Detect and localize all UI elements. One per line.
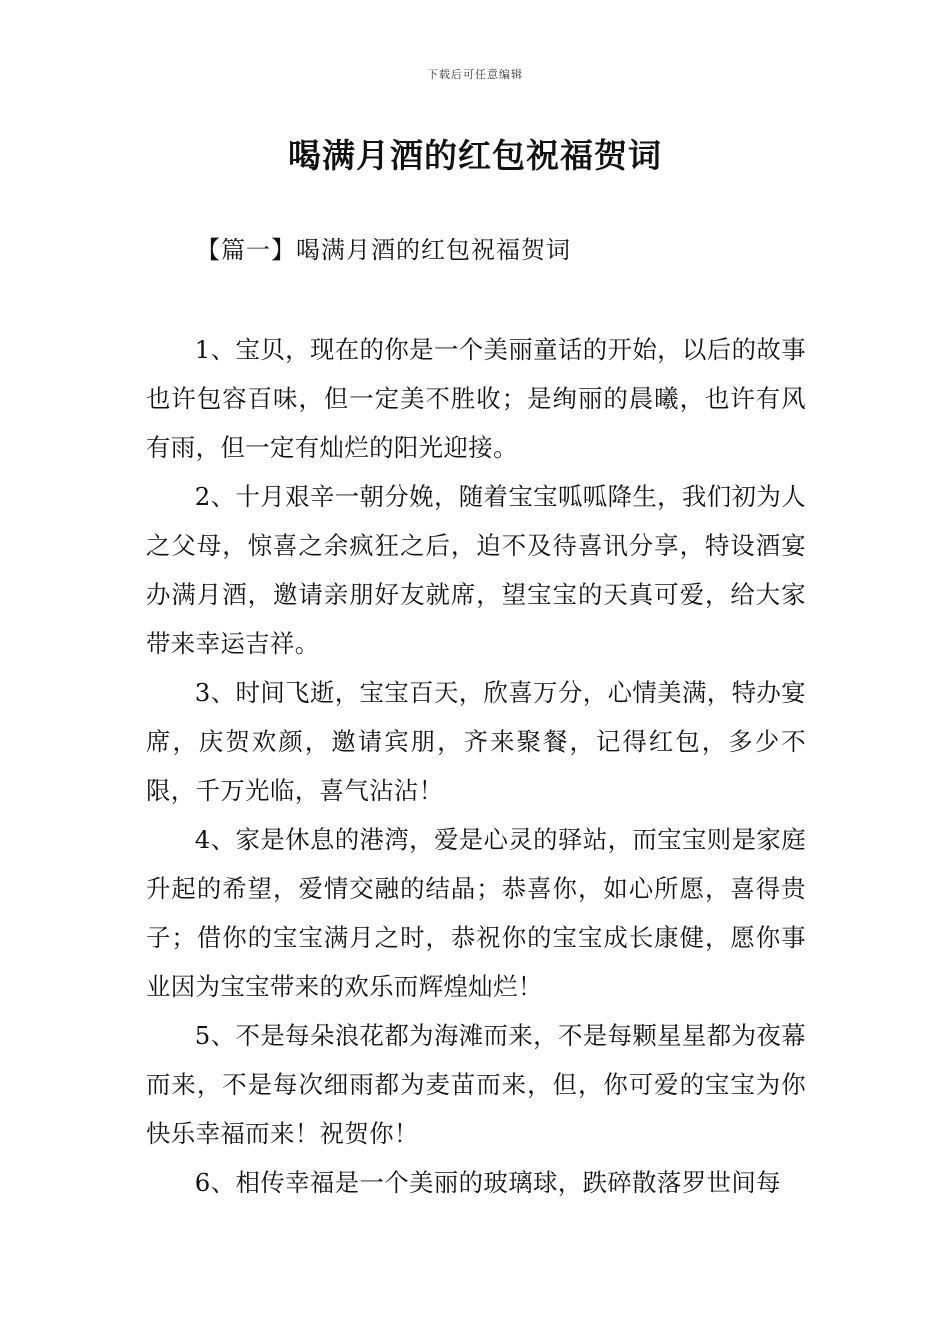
document-title: 喝满月酒的红包祝福贺词: [288, 136, 662, 175]
paragraph-3: 3、时间飞逝，宝宝百天，欣喜万分，心情美满，特办宴席，庆贺欢颜，邀请宾朋，齐来聚餐，记得红包，多少不限，千万光临，喜气沾沾！: [146, 678, 806, 805]
document-body: [146, 325, 806, 1207]
paragraph-6: 6、相传幸福是一个美丽的玻璃球，跌碎散落罗世间每: [194, 1168, 781, 1197]
paragraph-1: 1、宝贝，现在的你是一个美丽童话的开始，以后的故事也许包容百味，但一定美不胜收；是绚丽的晨曦，也许有风有雨，但一定有灿烂的阳光迎接。: [146, 335, 806, 462]
header-note: 下载后可任意编辑: [427, 68, 523, 81]
paragraph-5: 5、不是每朵浪花都为海滩而来，不是每颗星星都为夜幕而来，不是每次细雨都为麦苗而来，但，你可爱的宝宝为你快乐幸福而来！祝贺你！: [146, 1021, 806, 1148]
section-heading: 【篇一】喝满月酒的红包祝福贺词: [196, 236, 571, 264]
paragraph-4: 4、家是休息的港湾，爱是心灵的驿站，而宝宝则是家庭升起的希望，爱情交融的结晶；恭喜你，如心所愿，喜得贵子；借你的宝宝满月之时，恭祝你的宝宝成长康健，愿你事业因为宝宝带来的欢乐而辉煌灿烂！: [146, 825, 806, 1001]
paragraph-2: 2、十月艰辛一朝分娩，随着宝宝呱呱降生，我们初为人之父母，惊喜之余疯狂之后，迫不及待喜讯分享，特设酒宴办满月酒，邀请亲朋好友就席，望宝宝的天真可爱，给大家带来幸运吉祥。: [146, 482, 806, 658]
